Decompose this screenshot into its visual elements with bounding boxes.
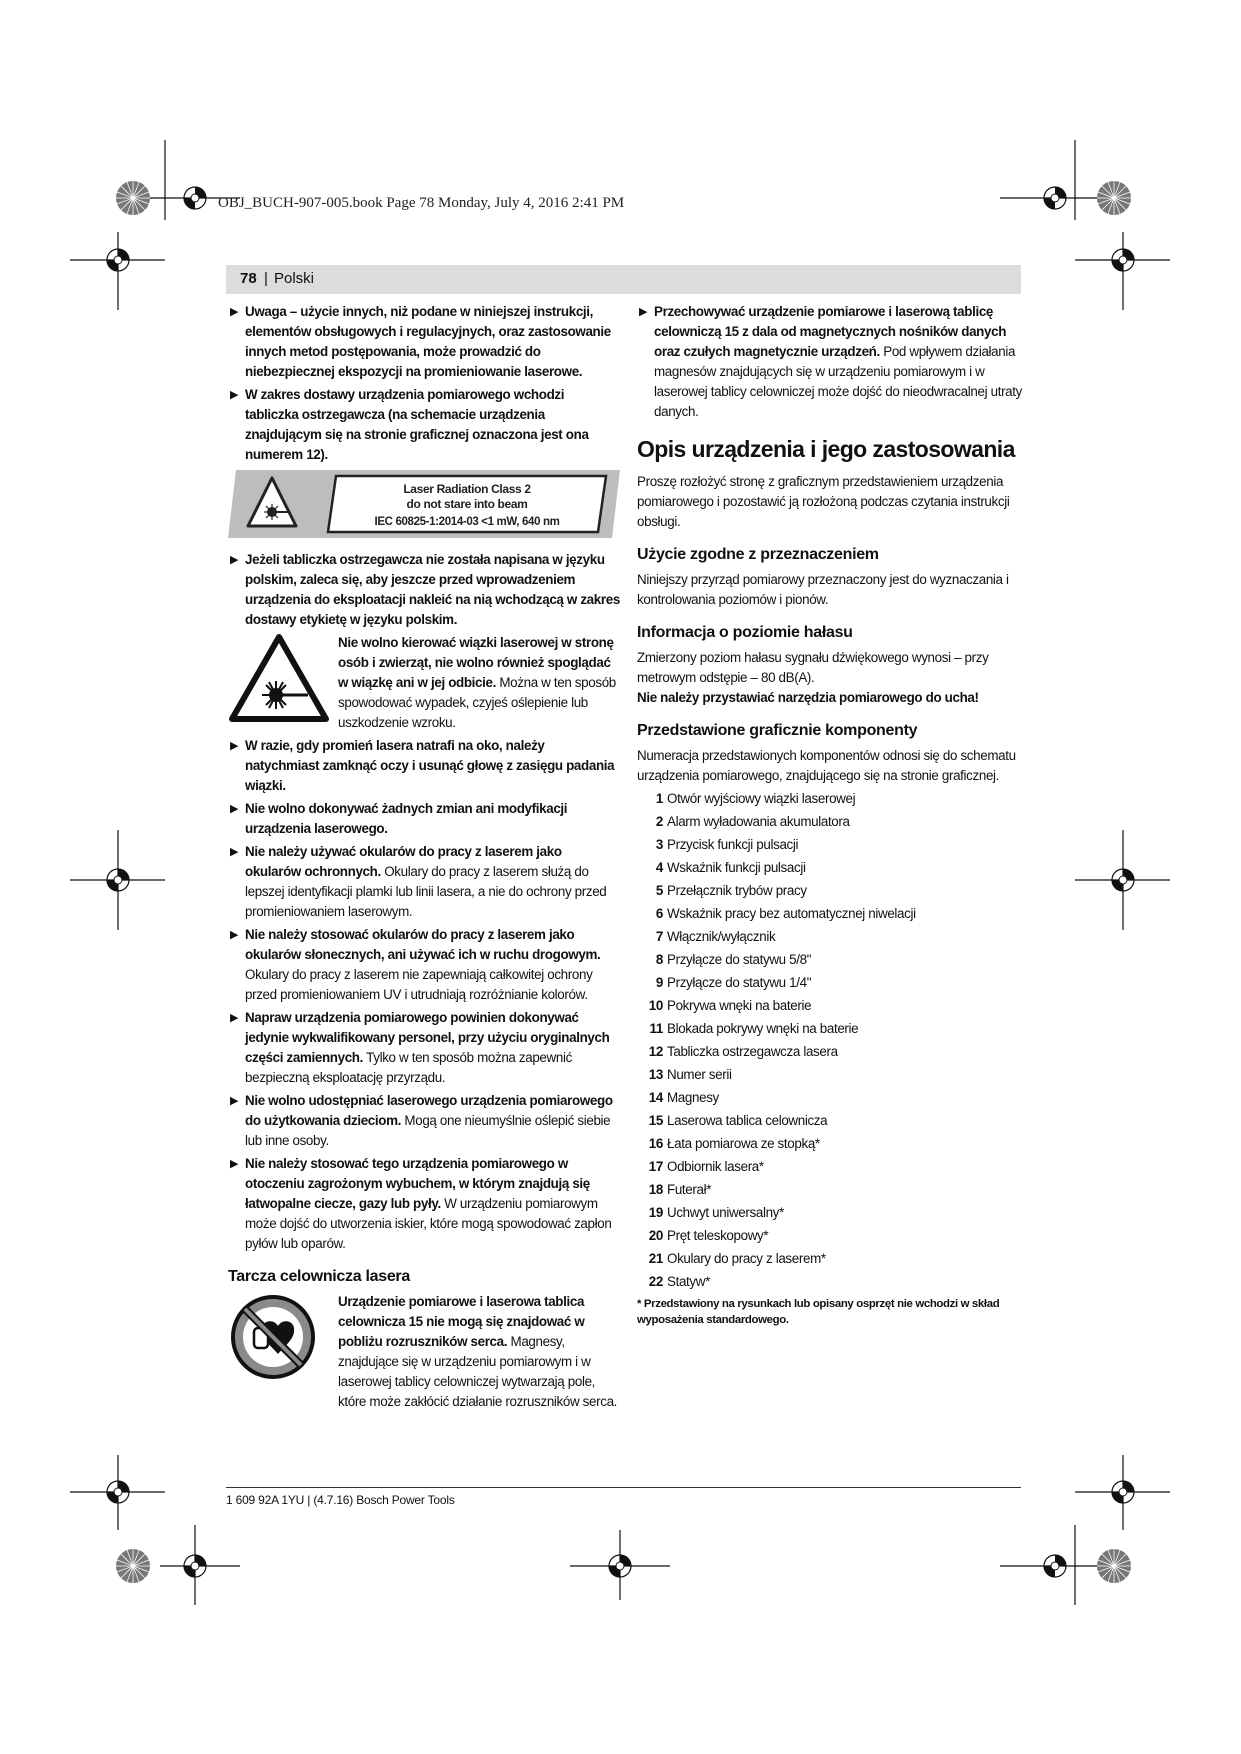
- component-label: Pręt teleskopowy*: [667, 1228, 769, 1243]
- component-label: Przyłącze do statywu 5/8": [667, 952, 812, 967]
- component-label: Przyłącze do statywu 1/4": [667, 975, 812, 990]
- component-number: 22: [648, 1274, 663, 1289]
- bullet-text: W zakres dostawy urządzenia pomiarowego wchodzi tabliczka ostrzegawcza (na schemacie urządzenia znajdującym się na stronie graficznej oznaczona jest ona numerem 12).: [245, 387, 589, 462]
- component-item: [637, 812, 1022, 832]
- label-line-1: Laser Radiation Class 2: [403, 482, 531, 496]
- component-label: Włącznik/wyłącznik: [667, 929, 776, 944]
- bullet-arrow-icon: ▶: [230, 846, 239, 858]
- bullet-arrow-icon: ▶: [639, 306, 648, 318]
- page-header: [226, 265, 1021, 294]
- component-number: 1: [655, 791, 663, 806]
- bullet-item: ▶ Nie należy stosować tego urządzenia pomiarowego w otoczeniu zagrożonym wybuchem, w którym znajdują się łatwopalne ciecze, gazy lub pyły. W urządzeniu pomiarowym może dojść do utworzenia iskier, które mogą spowodować zapłon pyłów lub oparów.: [230, 1156, 612, 1251]
- bullet-arrow-icon: ▶: [230, 1158, 239, 1170]
- component-number: 21: [648, 1251, 663, 1266]
- section-heading-noise: Informacja o poziomie hałasu: [637, 624, 853, 641]
- bullet-item: ▶ Przechowywać urządzenie pomiarowe i laserową tablicę celowniczą 15 z dala od magnetycznych nośników danych oraz czułych magnetycznie urządzeń. Pod wpływem działania magnesów znajdujących się w urządzeniu pomiarowym i w laserowej tablicy celowniczej może dojść do nieodwracalnej utraty danych.: [639, 304, 1022, 419]
- component-item: [637, 1180, 1022, 1200]
- component-item: [637, 1157, 1022, 1177]
- component-number: 13: [648, 1067, 663, 1082]
- component-number: 3: [655, 837, 663, 852]
- component-label: Okulary do pracy z laserem*: [667, 1251, 826, 1266]
- component-item: [637, 1272, 1022, 1292]
- bullet-text: W razie, gdy promień lasera natrafi na oko, należy natychmiast zamknąć oczy i usunąć głowę z zasięgu padania wiązki.: [245, 738, 615, 793]
- component-item: [637, 950, 1022, 970]
- bullet-item: ▶ Nie należy używać okularów do pracy z laserem jako okularów ochronnych. Okulary do pracy z laserem służą do lepszej identyfikacji plamki lub linii lasera, a nie do ochrony przed promieniowaniem laserowym.: [230, 844, 607, 919]
- label-line-3: IEC 60825-1:2014-03 <1 mW, 640 nm: [374, 516, 560, 528]
- footer-rule: [226, 1487, 1021, 1488]
- page-number: 78: [240, 270, 257, 287]
- components-list: [637, 789, 1022, 1292]
- footnote: * Przedstawiony na rysunkach lub opisany osprzęt nie wchodzi w skład wyposażenia standardowego.: [637, 1298, 1000, 1326]
- section-heading-use: Użycie zgodne z przeznaczeniem: [637, 546, 879, 563]
- component-label: Tabliczka ostrzegawcza lasera: [667, 1044, 838, 1059]
- noise-warning: Nie należy przystawiać narzędzia pomiarowego do ucha!: [637, 690, 979, 705]
- footer-text: 1 609 92A 1YU | (4.7.16) Bosch Power Tools: [226, 1493, 455, 1507]
- bullet-text: Uwaga – użycie innych, niż podane w niniejszej instrukcji, elementów obsługowych i regulacyjnych, oraz zastosowanie innych metod postępowania, może prowadzić do niebezpiecznej ekspozycji na promieniowanie laserowe.: [245, 304, 611, 379]
- components-intro: Numeracja przedstawionych komponentów odnosi się do schematu urządzenia pomiarowego, znajdującego się na stronie graficznej.: [637, 748, 1016, 783]
- component-label: Otwór wyjściowy wiązki laserowej: [667, 791, 856, 806]
- pacemaker-prohibition-icon: [228, 1292, 318, 1382]
- component-number: 20: [648, 1228, 663, 1243]
- laser-warning-icon: [228, 633, 330, 723]
- noise-text: Zmierzony poziom hałasu sygnału dźwiękowego wynosi – przy metrowym odstępie – 80 dB(A).: [637, 650, 989, 685]
- component-label: Blokada pokrywy wnęki na baterie: [667, 1021, 859, 1036]
- left-column: [228, 302, 620, 1415]
- bullet-arrow-icon: ▶: [230, 306, 239, 318]
- component-label: Futerał*: [667, 1182, 712, 1197]
- component-item: [637, 927, 1022, 947]
- bullet-item: ▶ Nie wolno udostępniać laserowego urządzenia pomiarowego do użytkowania dzieciom. Mogą one nieumyślnie oślepić siebie lub inne osoby.: [230, 1093, 613, 1148]
- component-number: 14: [648, 1090, 663, 1105]
- book-info: OBJ_BUCH-907-005.book Page 78 Monday, July 4, 2016 2:41 PM: [218, 195, 625, 211]
- component-label: Łata pomiarowa ze stopką*: [667, 1136, 820, 1151]
- section-heading-target: Tarcza celownicza lasera: [228, 1268, 410, 1285]
- component-label: Alarm wyładowania akumulatora: [667, 814, 850, 829]
- laser-warning-block: [228, 633, 620, 733]
- component-number: 16: [648, 1136, 663, 1151]
- component-item: [637, 1134, 1022, 1154]
- use-text: Niniejszy przyrząd pomiarowy przeznaczony jest do wyznaczania i kontrolowania poziomów i pionów.: [637, 572, 1009, 607]
- section-title: Opis urządzenia i jego zastosowania: [637, 436, 1015, 462]
- component-number: 9: [655, 975, 663, 990]
- laser-class-label: [228, 470, 620, 538]
- component-label: Przycisk funkcji pulsacji: [667, 837, 799, 852]
- component-number: 12: [648, 1044, 663, 1059]
- bullet-item: [228, 799, 620, 839]
- component-item: [637, 996, 1022, 1016]
- component-label: Uchwyt uniwersalny*: [667, 1205, 784, 1220]
- bullet-arrow-icon: ▶: [230, 803, 239, 815]
- intro-text: Proszę rozłożyć stronę z graficznym przedstawieniem urządzenia pomiarowego i pozostawić ją rozłożoną podczas czytania instrukcji obsługi.: [637, 474, 1010, 529]
- component-number: 17: [648, 1159, 663, 1174]
- component-item: [637, 1042, 1022, 1062]
- component-item: [637, 904, 1022, 924]
- component-number: 5: [655, 883, 663, 898]
- component-number: 7: [655, 929, 663, 944]
- component-label: Statyw*: [667, 1274, 710, 1289]
- section-heading-components: Przedstawione graficznie komponenty: [637, 722, 918, 739]
- component-number: 15: [648, 1113, 663, 1128]
- component-label: Wskaźnik pracy bez automatycznej niwelacji: [667, 906, 916, 921]
- component-label: Numer serii: [667, 1067, 732, 1082]
- component-label: Magnesy: [667, 1090, 719, 1105]
- component-item: [637, 1019, 1022, 1039]
- component-item: [637, 973, 1022, 993]
- bullet-text: Nie wolno dokonywać żadnych zmian ani modyfikacji urządzenia laserowego.: [245, 801, 568, 836]
- component-number: 19: [648, 1205, 663, 1220]
- bullet-item: ▶ Napraw urządzenia pomiarowego powinien dokonywać jedynie wykwalifikowany personel, przy użyciu oryginalnych części zamiennych. Tylko w ten sposób można zapewnić bezpieczną eksploatację przyrządu.: [230, 1010, 610, 1085]
- component-number: 10: [648, 998, 663, 1013]
- right-column: [637, 302, 1022, 1328]
- pacemaker-warning-block: [228, 1292, 620, 1412]
- bullet-arrow-icon: ▶: [230, 1012, 239, 1024]
- bullet-arrow-icon: ▶: [230, 740, 239, 752]
- bullet-arrow-icon: ▶: [230, 1095, 239, 1107]
- label-line-2: do not stare into beam: [406, 497, 528, 511]
- component-label: Pokrywa wnęki na baterie: [667, 998, 812, 1013]
- component-item: [637, 1226, 1022, 1246]
- component-item: [637, 789, 1022, 809]
- component-label: Wskaźnik funkcji pulsacji: [667, 860, 806, 875]
- component-item: [637, 1065, 1022, 1085]
- bullet-item: [228, 302, 620, 382]
- bullet-item: ▶ Nie należy stosować okularów do pracy z laserem jako okularów słonecznych, ani używać ich w ruchu drogowym. Okulary do pracy z laserem nie zapewniają całkowitej ochrony przed promieniowaniem UV i utrudniają rozróżnianie kolorów.: [230, 927, 601, 1002]
- bullet-text: Jeżeli tabliczka ostrzegawcza nie została napisana w języku polskim, zaleca się, aby jeszcze przed wprowadzeniem urządzenia do eksploatacji nakleić na nią wchodzącą w zakres dostawy etykietę w języku polskim.: [245, 552, 620, 627]
- component-item: [637, 881, 1022, 901]
- component-number: 2: [655, 814, 663, 829]
- component-number: 6: [655, 906, 663, 921]
- header-language: Polski: [274, 270, 315, 287]
- bullet-arrow-icon: ▶: [230, 554, 239, 566]
- component-number: 8: [655, 952, 663, 967]
- component-item: [637, 1111, 1022, 1131]
- component-label: Przełącznik trybów pracy: [667, 883, 807, 898]
- bullet-item: [228, 736, 620, 796]
- laser-warning-text: Nie wolno kierować wiązki laserowej w stronę osób i zwierząt, nie wolno również spoglądać w wiązkę ani w jej odbicie. Można w ten sposób spowodować wypadek, czyjeś oślepienie lub uszkodzenie wzroku.: [338, 635, 616, 730]
- component-item: [637, 858, 1022, 878]
- bullet-arrow-icon: ▶: [230, 929, 239, 941]
- bullet-arrow-icon: ▶: [230, 389, 239, 401]
- bullet-item: [228, 550, 620, 630]
- component-number: 18: [648, 1182, 663, 1197]
- component-item: [637, 1088, 1022, 1108]
- component-item: [637, 835, 1022, 855]
- pacemaker-warning-text: Urządzenie pomiarowe i laserowa tablica celownicza 15 nie mogą się znajdować w pobliżu rozruszników serca. Magnesy, znajdujące się w urządzeniu pomiarowym i w laserowej tablicy celowniczej wytwarzają pole, które może zakłócić działanie rozruszników serca.: [338, 1294, 618, 1409]
- component-item: [637, 1203, 1022, 1223]
- header-separator: |: [264, 270, 268, 287]
- component-number: 11: [649, 1021, 663, 1036]
- component-item: [637, 1249, 1022, 1269]
- bullet-item: [228, 385, 620, 465]
- component-label: Laserowa tablica celownicza: [667, 1113, 828, 1128]
- component-number: 4: [655, 860, 663, 875]
- component-label: Odbiornik lasera*: [667, 1159, 764, 1174]
